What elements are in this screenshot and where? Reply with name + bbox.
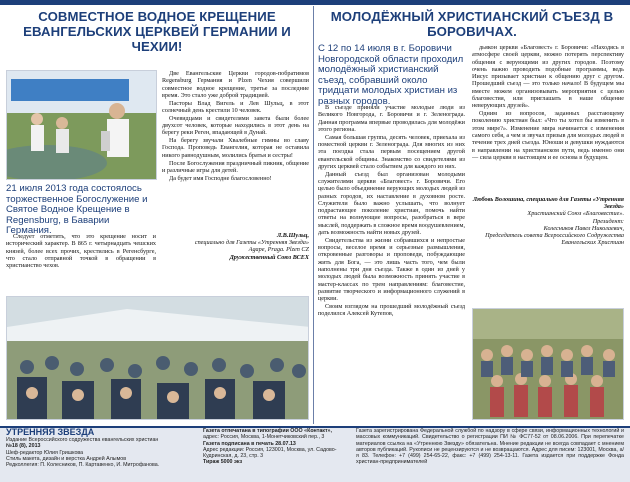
publisher: Издание Всероссийского содружества евангельских христиан: [6, 437, 159, 443]
author-org: Христианский Союз «Благовестие».: [527, 210, 624, 218]
paragraph: Одним из вопросов, заданных расстающему поколению христиан был: «Что ты хотел бы изменить в этом мире?». Изменение мира начинается с изменения самого себя, а чем и звучал призыв для молодых людей в течение трех дней съезда. Юноши и девушки нуждаются в направлении на христианском пути, ведь именно они — сила церкви в настоящем и ее основа в будущем.: [472, 110, 624, 161]
paragraph: Пасторы Влад Вигель и Лев Шульц, в этот солнечный день крестили 10 человек.: [162, 99, 309, 114]
author-name: Л.В.Шульц,: [276, 232, 309, 239]
president-name: Колесников Павел Николаевич,: [543, 224, 624, 232]
youth-article-lede: С 12 по 14 июля в г. Боровичи Новгородской области проходил молодёжный христианский съезд, собравший около тридцати молодых христиан из разных городов.: [318, 43, 464, 107]
left-article-body: [162, 70, 309, 228]
president-label: Президент:: [592, 217, 624, 225]
author-role: специально для Газеты «Утренняя Звезда»: [194, 239, 309, 247]
paragraph: Да будет имя Господне благословенно!: [169, 174, 272, 182]
youth-article-body: [318, 104, 465, 420]
paragraph: Свидетельства из жизни собравшихся и непростые вопросы, веселое время и серьезные размышления, откровенные разговоры и проповеди, побуждающие жить для Бога, — это лишь часть того, чем были наполнены три дня съезда. Также в один из дней у молодых людей была возможность принять участие в мастер-классах по трем направлениям: благовестие, развитие творческого и информационного служений в церкви.: [318, 236, 465, 303]
paragraph: Самая большая группа, десять человек, приехала из поместной церкви г. Зеленограда. Для многих из них эта поездка стала первым посещением другой евангельской общины. Знакомство со свидетелями из других церквей стало событием для каждого из них.: [318, 133, 465, 170]
left-article-history: [6, 233, 156, 291]
baptism-photo: [6, 70, 157, 180]
paragraph: Следует отметить, что это крещение носит и исторический характер. В 865 г. четырнадцать чешских князей, более всех прочих, крестились в Регенсбурге, что стало отправной точкой в обращении в христианство чехов.: [6, 233, 156, 270]
paragraph: дьякон церкви «Благовест» г. Боровичи: «Находясь в атмосфере своей церкви, можно потерять перспективу общения с верующими из других городов. Поэтому очень важно проводить подобные программы, ведь Иисус призывает христиан к общению друг с другом. Прошедший съезд — это только начало! В будущем мы вместе можем организовывать мероприятия с целью благовестия, или приглашать в наше общение неверующих друзей».: [472, 44, 624, 110]
chief-editor: Шеф-редактор Юлия Гришкова: [6, 449, 84, 456]
paragraph: В съезде приняли участие молодые люди из Великого Новгорода, г. Боровичи и г. Зеленограда. Данная программа впервые проводилась для молодёжи этого региона.: [318, 104, 465, 133]
issue-number: №18 (8), 2013: [6, 443, 41, 450]
youth-group-photo-illustration: [473, 309, 624, 420]
paragraph: Две Евангельские Церкви городов-побратимов Regensburg Германия и Plzen Чехия совершили совместное водное крещение, третье за последние время. Это стало уже доброй традицией.: [162, 70, 309, 99]
footer-print-info: [203, 428, 351, 466]
top-color-bar: [0, 0, 630, 5]
paragraph: После Богослужения праздничный пикник, общение и различные игры для детей.: [162, 159, 309, 174]
editorial-address: Адрес редакции: Россия, 123001, Москва, ул. Садово-Кудринская, д. 23, стр. 3: [203, 446, 337, 460]
paragraph: Данный съезд был организован молодыми служителями церкви «Благовест» г. Боровичи. Его целью было объединение верующих молодых людей из разных городов, их наставление в духовном росте. Служители было важно услышать, что волнует подрастающее поколение христиан, помочь найти ответы на волнующие вопросы, разобраться в вере мыслей, поддержать в сложное время воодушевлением, дать возможность найти новых друзей.: [318, 170, 465, 237]
printed-by: Газета отпечатана в типографии ООО «Контакт»,: [203, 428, 332, 434]
footer-paper-info: [6, 428, 198, 468]
congregation-photo-illustration: [7, 297, 309, 420]
youth-group-photo: [472, 308, 624, 420]
paragraph: Своим взглядом на прошедший молодёжный съезд поделился Алексей Кутепов,: [318, 303, 465, 318]
left-article-lede: 21 июля 2013 года состоялось торжественное Богослужение и Святое Водное Крещение в Regensburg, в Баварии Германия.: [6, 183, 148, 237]
paragraph: На берегу звучали Хвалебные гимны во славу Господа. Проповедь Евангелия, которая не оставила никого равнодушным, молились братья и сестры!: [162, 137, 309, 159]
youth-article-signature: [472, 196, 624, 246]
youth-article-continued: [472, 44, 624, 194]
president-org: Председатель совета Всероссийского Содружества Евангельских Христиан: [485, 232, 624, 247]
column-divider: [313, 6, 314, 424]
author-place: Agape, Praga. Plzen CZ: [248, 246, 309, 254]
editorial-board: Редколлегия: П. Колесников, П. Картавенко, И. Митрофанова.: [6, 462, 160, 469]
circulation: Тираж 5000 экз: [203, 459, 243, 466]
left-article-headline: СОВМЕСТНОЕ ВОДНОЕ КРЕЩЕНИЕ ЕВАНГЕЛЬСКИХ ЦЕРКВЕЙ ГЕРМАНИИ И ЧЕХИИ!: [23, 9, 291, 54]
author-name: Любовь Волошина, специально для Газеты «Утренняя Звезда»: [472, 196, 624, 211]
author-org: Дружественный Союз ВСЕХ: [229, 253, 309, 261]
paper-name: УТРЕННЯЯ ЗВЕЗДА: [6, 427, 95, 437]
paragraph: Очевидцами и свидетелями завета были более двухсот человек, которые находились в этот день на берегу реки Реген, впадающей в Дунай.: [162, 114, 309, 137]
congregation-photo: [6, 296, 309, 420]
baptism-photo-illustration: [7, 71, 157, 180]
youth-article-headline: МОЛОДЁЖНЫЙ ХРИСТИАНСКИЙ СЪЕЗД В БОРОВИЧАХ.: [330, 9, 614, 39]
layout-credit: Стиль макета, дизайн и верстка Андрей Алымов: [6, 455, 127, 462]
signed-date: Газета подписана в печать 28.07.13: [203, 440, 296, 447]
footer-legal: Газета зарегистрирована Федеральной службой по надзору в сфере связи, информационных технологий и массовых коммуникаций. Свидетельство о регистрации ПИ № ФС77-52 от 08.06.2006. При перепечатке материалов ссылка на «Утреннюю Звезду» обязательна. Мнение редакции не всегда совпадает с мнением авторов публикаций. Рукописи не рецензируются и не возвращаются. Адрес для писем: 123001, Москва, а/я 83. Телефон: +7 (499) 254-65-22, факс: +7 (499) 254-13-11. Газета издается при поддержке Фонда христиан-предпринимателей: [356, 428, 624, 466]
printer-address: адрес: Россия, Москва, 1-Монетчиковский пер., 3: [203, 434, 325, 441]
left-article-signature: [162, 232, 309, 261]
